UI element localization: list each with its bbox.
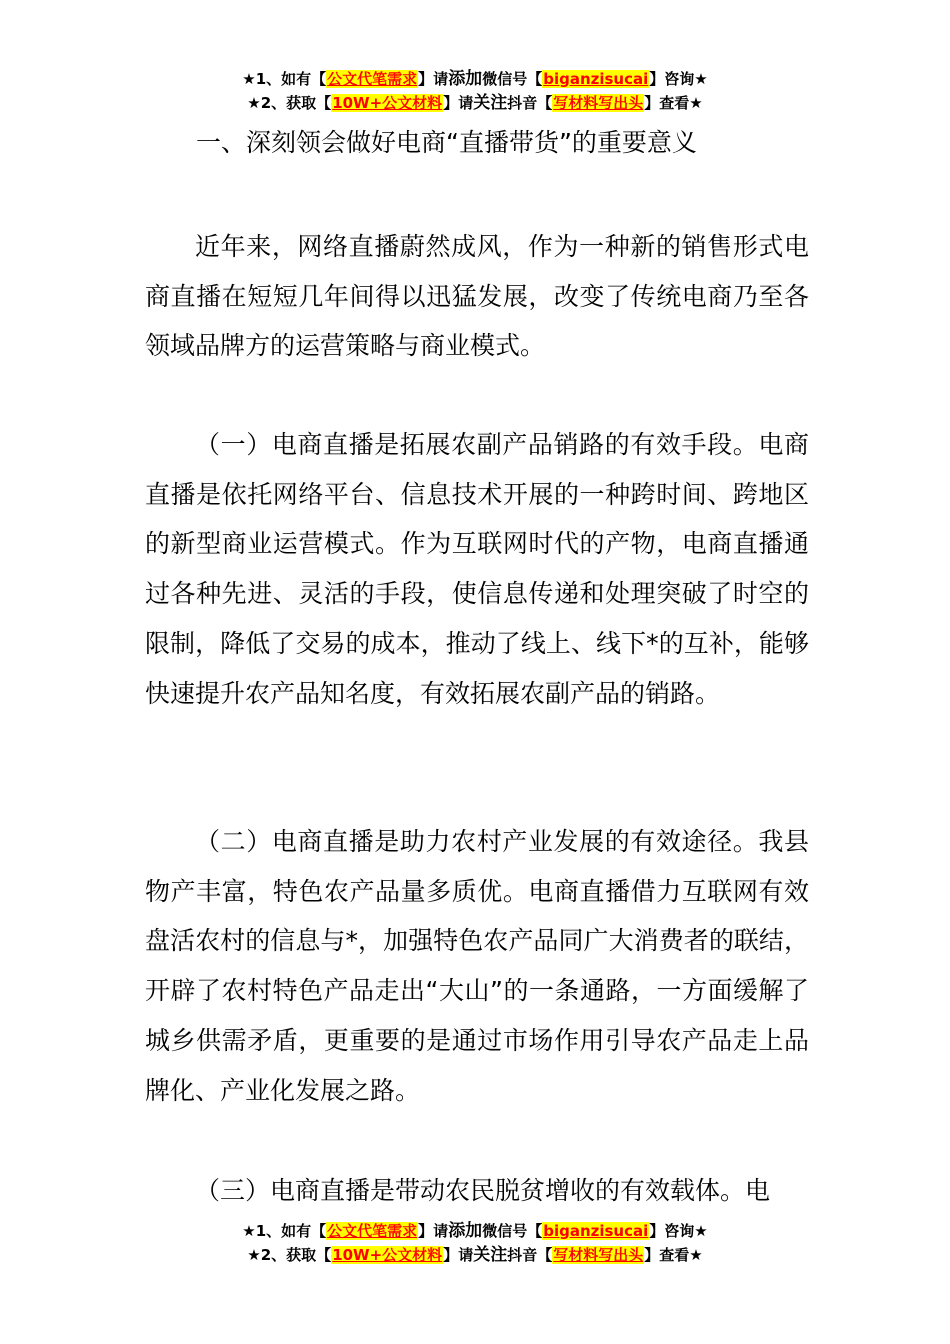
banner-emphasis: 添加: [448, 1221, 483, 1241]
banner-text: 】咨询★: [649, 1222, 708, 1240]
header-banner: [0, 67, 950, 115]
banner-emphasis: 关注: [473, 93, 508, 113]
footer-banner: [0, 1219, 950, 1267]
douyin-id-highlight: 写材料写出头: [553, 94, 644, 112]
banner-text: ★1、如有【: [242, 1222, 327, 1240]
banner-emphasis: 添加: [448, 69, 483, 89]
banner-text: ★1、如有【: [242, 70, 327, 88]
banner-emphasis: 关注: [473, 1245, 508, 1265]
paragraph-section-three: （三）电商直播是带动农民脱贫增收的有效载体。电: [195, 1176, 771, 1205]
banner-text: ★2、获取【: [247, 94, 332, 112]
banner-line-1: [0, 1219, 950, 1243]
banner-highlight: 公文代笔需求: [327, 1222, 418, 1240]
banner-text: 微信号【: [482, 70, 543, 88]
banner-text: 】请: [418, 70, 449, 88]
banner-highlight: 10W+公文材料: [332, 94, 443, 112]
paragraph-intro: 近年来，网络直播蔚然成风，作为一种新的销售形式电商直播在短短几年间得以迅猛发展，改变了传统电商乃至各领域品牌方的运营策略与商业模式。: [145, 232, 809, 361]
banner-text: 抖音【: [507, 1246, 553, 1264]
paragraph-section-one: （一）电商直播是拓展农副产品销路的有效手段。电商直播是依托网络平台、信息技术开展的一种跨时间、跨地区的新型商业运营模式。作为互联网时代的产物，电商直播通过各种先进、灵活的手段，使信息传递和处理突破了时空的限制，降低了交易的成本，推动了线上、线下*的互补，能够快速提升农产品知名度，有效拓展农副产品的销路。: [145, 430, 809, 708]
banner-text: 微信号【: [482, 1222, 543, 1240]
banner-text: 】查看★: [644, 94, 703, 112]
banner-text: ★2、获取【: [247, 1246, 332, 1264]
banner-highlight: 10W+公文材料: [332, 1246, 443, 1264]
banner-text: 】咨询★: [649, 70, 708, 88]
banner-text: 】查看★: [644, 1246, 703, 1264]
banner-text: 】请: [443, 94, 474, 112]
wechat-id-highlight: biganzisucai: [543, 1222, 649, 1240]
banner-line-1: [0, 67, 950, 91]
banner-text: 抖音【: [507, 94, 553, 112]
banner-text: 】请: [418, 1222, 449, 1240]
banner-line-2: [0, 1243, 950, 1267]
banner-highlight: 公文代笔需求: [327, 70, 418, 88]
section-heading: 一、深刻领会做好电商“直播带货”的重要意义: [196, 128, 697, 157]
douyin-id-highlight: 写材料写出头: [553, 1246, 644, 1264]
paragraph-section-two: （二）电商直播是助力农村产业发展的有效途径。我县物产丰富，特色农产品量多质优。电商直播借力互联网有效盘活农村的信息与*，加强特色农产品同广大消费者的联结，开辟了农村特色产品走出“大山”的一条通路，一方面缓解了城乡供需矛盾，更重要的是通过市场作用引导农产品走上品牌化、产业化发展之路。: [145, 827, 809, 1105]
wechat-id-highlight: biganzisucai: [543, 70, 649, 88]
banner-text: 】请: [443, 1246, 474, 1264]
banner-line-2: [0, 91, 950, 115]
